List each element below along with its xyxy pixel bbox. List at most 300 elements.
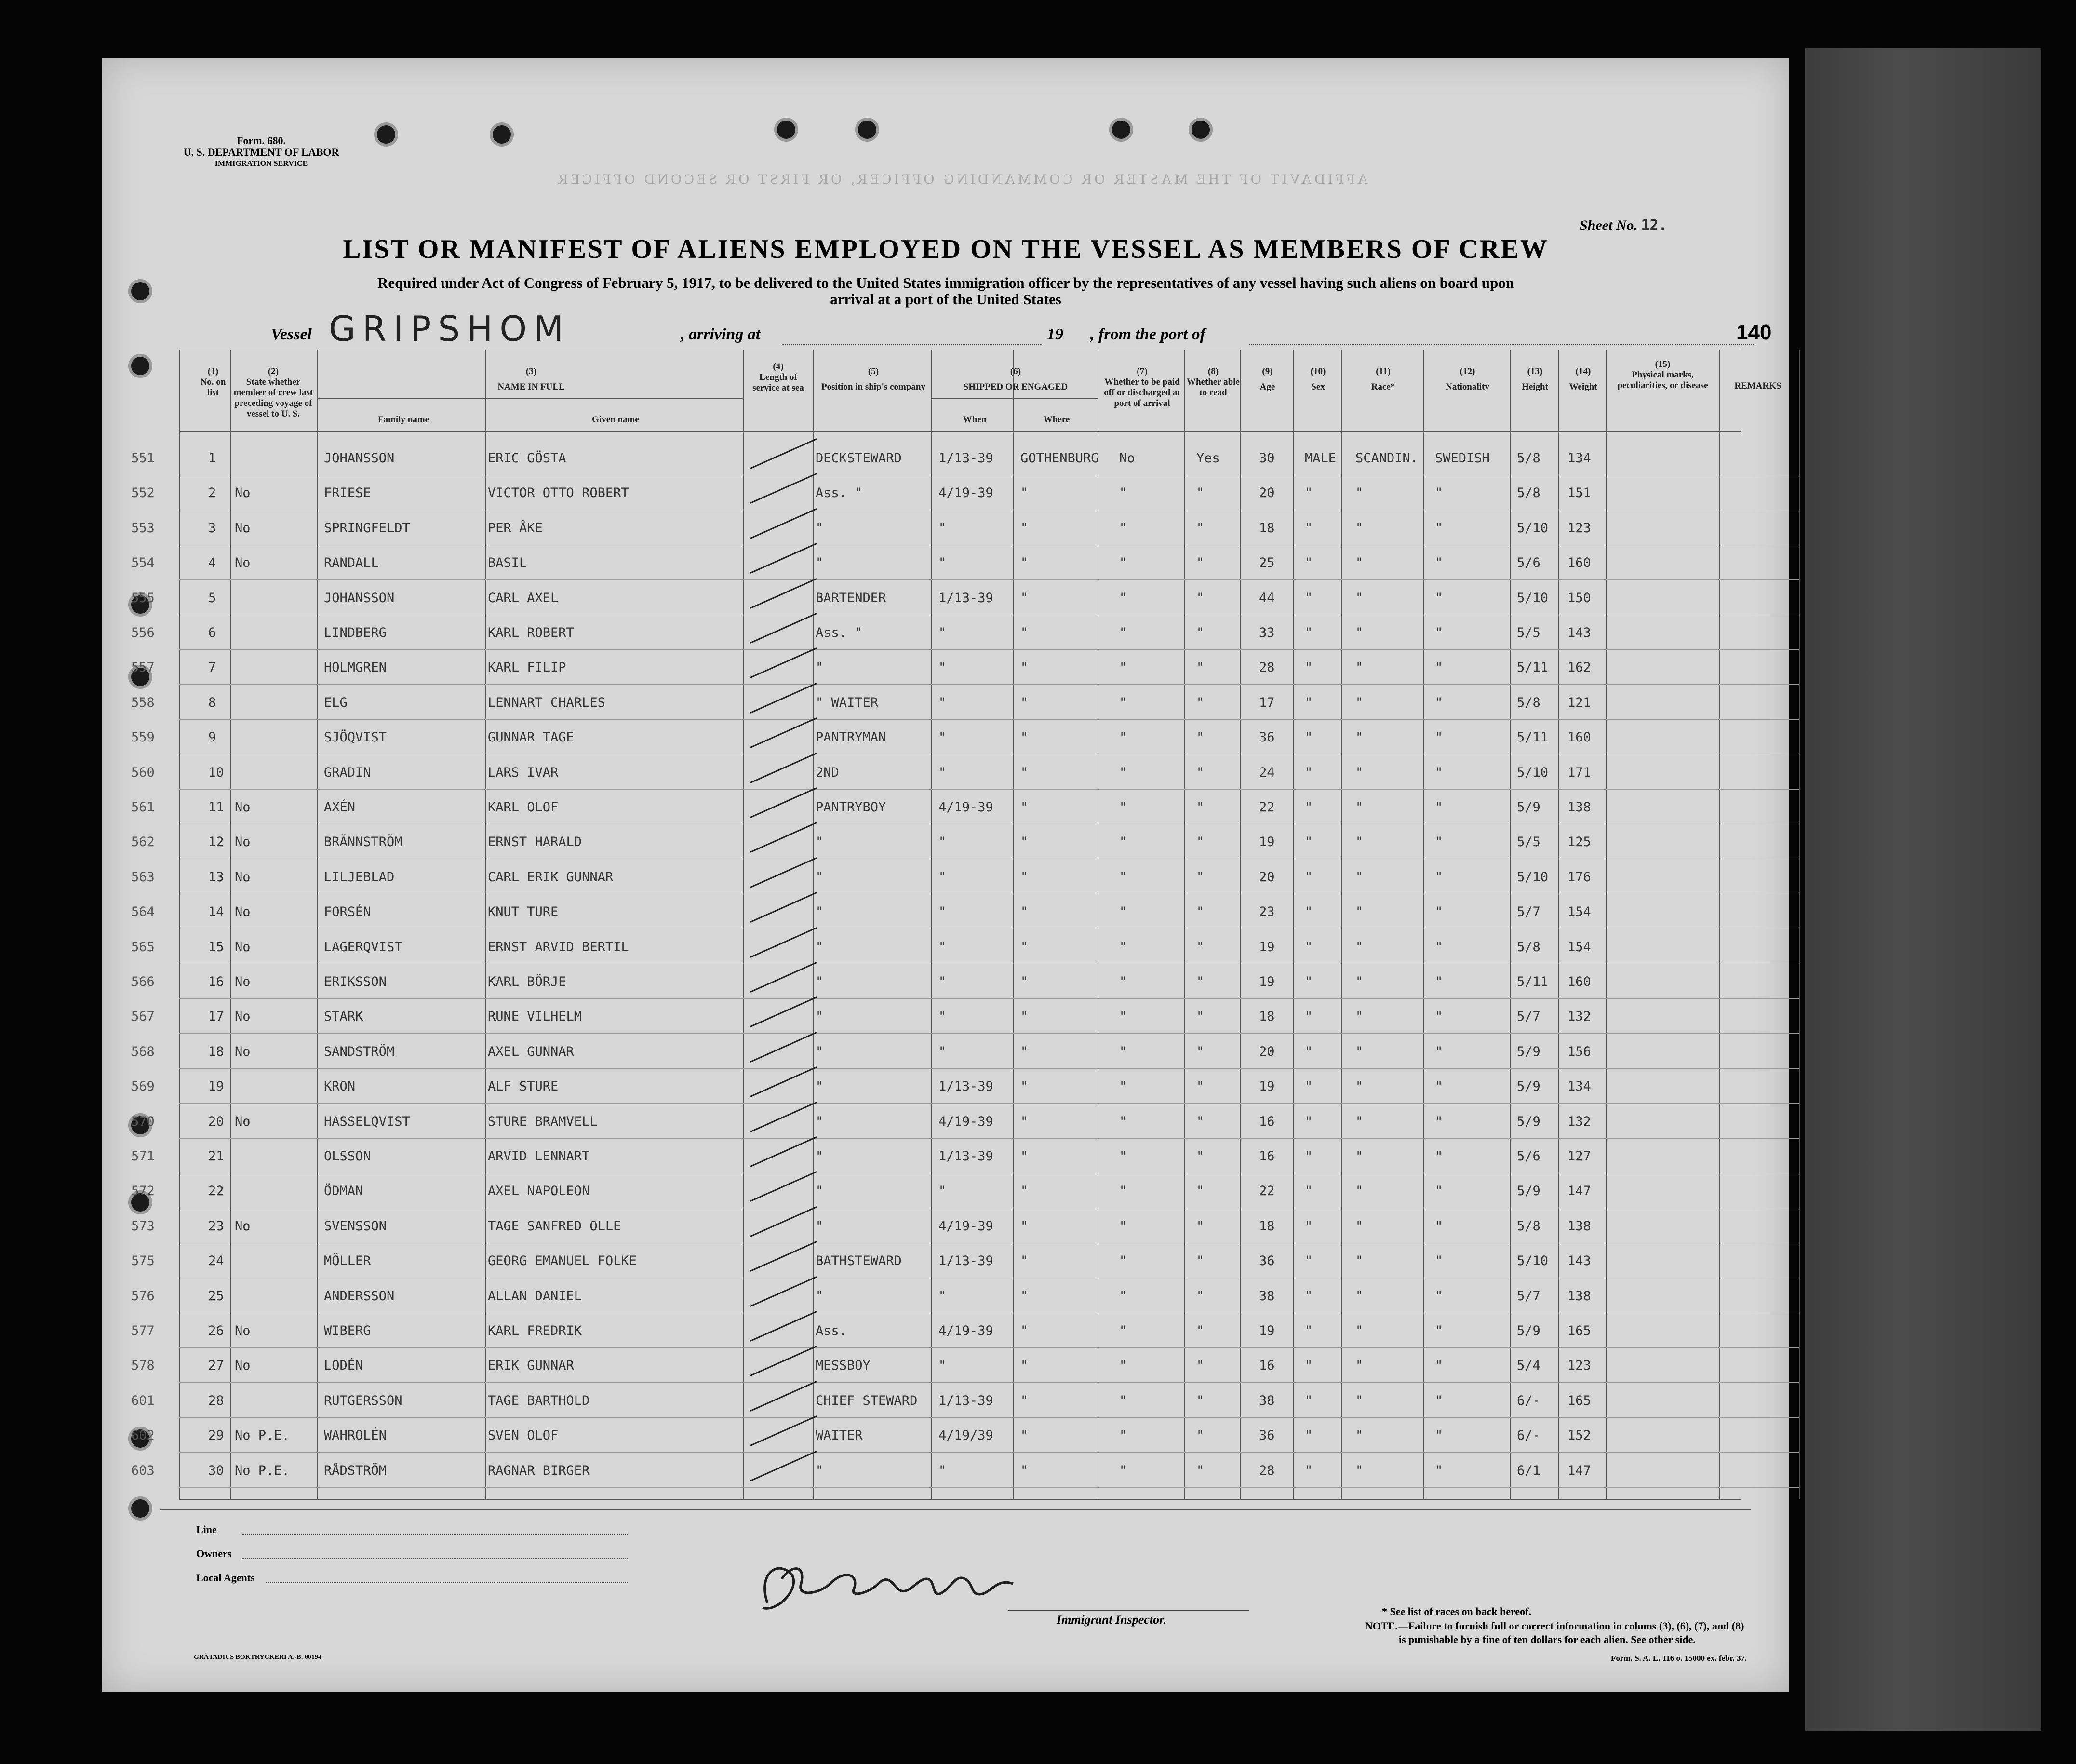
cell-given: VICTOR OTTO ROBERT [488, 485, 629, 501]
table-row [102, 1104, 1886, 1138]
cell-when: " [938, 625, 947, 640]
cell-weight: 127 [1567, 1149, 1591, 1164]
cell-where: " [1020, 1184, 1029, 1199]
col-9-number: (9) [1262, 366, 1273, 377]
cell-pos: Ass. [816, 1323, 847, 1338]
cell-race: " [1355, 555, 1364, 571]
cell-line: 555 [131, 590, 155, 606]
cell-sex: " [1305, 765, 1313, 780]
table-row [102, 1314, 1886, 1347]
cell-no: 25 [208, 1288, 224, 1304]
cell-race: " [1355, 1393, 1364, 1408]
cell-given: ERIC GÖSTA [488, 451, 566, 466]
cell-weight: 160 [1567, 974, 1591, 989]
table-row [102, 441, 1886, 475]
service-check-mark [750, 1136, 817, 1167]
cell-read: " [1196, 800, 1205, 815]
cell-nat: " [1435, 730, 1443, 745]
cell-pos: " [816, 869, 824, 885]
subtitle-line-1: Required under Act of Congress of February 5, 1917, to be delivered to the United States immigration officer by the representatives of any vessel having such aliens on board upon [377, 274, 1514, 291]
cell-read: " [1196, 1428, 1205, 1443]
col-13-label: Height [1522, 382, 1548, 392]
service-check-mark [750, 438, 817, 469]
cell-no: 6 [208, 625, 216, 640]
service-check-mark [750, 787, 817, 818]
cell-when: " [938, 869, 947, 885]
col-6-label: SHIPPED OR ENGAGED [963, 382, 1068, 392]
year-label: 19 [1047, 325, 1063, 343]
cell-read: " [1196, 974, 1205, 989]
cell-height: 5/11 [1517, 660, 1549, 675]
cell-given: KARL BÖRJE [488, 974, 566, 989]
cell-height: 5/10 [1517, 1253, 1549, 1269]
cell-where: " [1020, 1044, 1029, 1059]
cell-race: " [1355, 1114, 1364, 1129]
col-15-header [1608, 359, 1717, 391]
service-check-mark [750, 648, 817, 679]
cell-paid: " [1119, 485, 1127, 501]
cell-sex: " [1305, 1428, 1313, 1443]
cell-race: " [1355, 1044, 1364, 1059]
cell-line: 576 [131, 1288, 155, 1304]
cell-prev: No [235, 1044, 251, 1059]
cell-pos: BATHSTEWARD [816, 1253, 902, 1269]
cell-where: " [1020, 730, 1029, 745]
cell-line: 577 [131, 1323, 155, 1338]
cell-no: 30 [208, 1463, 224, 1478]
cell-given: PER ÅKE [488, 520, 543, 536]
cell-family: JOHANSSON [324, 590, 395, 606]
table-row [102, 895, 1886, 929]
cell-pos: DECKSTEWARD [816, 451, 902, 466]
col-14-header [1560, 366, 1606, 392]
header-bottom-border [179, 431, 1741, 432]
col-4-label: Length of service at sea [752, 372, 804, 393]
cell-read: " [1196, 485, 1205, 501]
cell-where: " [1020, 1149, 1029, 1164]
cell-height: 5/5 [1517, 835, 1540, 850]
cell-no: 19 [208, 1079, 224, 1094]
cell-race: " [1355, 1463, 1364, 1478]
cell-when: " [938, 939, 947, 955]
cell-line: 562 [131, 835, 155, 850]
cell-when: 1/13-39 [938, 1149, 993, 1164]
col-13-header [1512, 366, 1558, 392]
cell-nat: " [1435, 695, 1443, 710]
cell-family: RANDALL [324, 555, 379, 571]
cell-given: RAGNAR BIRGER [488, 1463, 590, 1478]
cell-race: " [1355, 1218, 1364, 1234]
cell-prev: No [235, 1323, 251, 1338]
cell-when: 1/13-39 [938, 1393, 993, 1408]
col-1-label: No. on list [200, 377, 226, 398]
cell-family: ANDERSSON [324, 1288, 395, 1304]
cell-where: " [1020, 1393, 1029, 1408]
cell-paid: " [1119, 660, 1127, 675]
cell-where: " [1020, 625, 1029, 640]
cell-no: 26 [208, 1323, 224, 1338]
table-bottom-border [179, 1499, 1741, 1500]
col-6-when-header: When [963, 415, 987, 425]
cell-weight: 125 [1567, 835, 1591, 850]
cell-age: 44 [1259, 590, 1275, 606]
punch-hole [1112, 121, 1130, 139]
cell-when: 4/19-39 [938, 1114, 993, 1129]
cell-height: 5/9 [1517, 1184, 1540, 1199]
footer-divider [160, 1509, 1751, 1510]
cell-prev: No [235, 1114, 251, 1129]
cell-sex: " [1305, 1323, 1313, 1338]
remarks-header: REMARKS [1734, 381, 1781, 391]
inspector-label: Immigrant Inspector. [1057, 1613, 1167, 1627]
cell-no: 16 [208, 974, 224, 989]
service-check-mark [750, 1451, 817, 1481]
cell-pos: " [816, 1044, 824, 1059]
cell-family: MÖLLER [324, 1253, 371, 1269]
cell-race: " [1355, 869, 1364, 885]
cell-paid: " [1119, 1044, 1127, 1059]
cell-pos: " WAITER [816, 695, 879, 710]
service-check-mark [750, 543, 817, 574]
cell-when: 1/13-39 [938, 1253, 993, 1269]
service-check-mark [750, 1206, 817, 1237]
cell-when: " [938, 904, 947, 920]
cell-paid: " [1119, 695, 1127, 710]
col-3-header [319, 366, 743, 392]
table-row [102, 999, 1886, 1033]
cell-height: 5/8 [1517, 695, 1540, 710]
cell-sex: " [1305, 974, 1313, 989]
header-sub-line [317, 398, 743, 399]
cell-height: 5/9 [1517, 1114, 1540, 1129]
cell-prev: No [235, 800, 251, 815]
sheet-value: 12. [1641, 217, 1667, 234]
col-10-header [1295, 366, 1341, 392]
header-sub-line [931, 398, 1098, 399]
cell-where: " [1020, 590, 1029, 606]
cell-when: " [938, 1044, 947, 1059]
cell-no: 17 [208, 1009, 224, 1024]
table-row [102, 1139, 1886, 1173]
cell-no: 22 [208, 1184, 224, 1199]
cell-paid: " [1119, 1184, 1127, 1199]
col-12-number: (12) [1460, 366, 1475, 377]
cell-line: 575 [131, 1253, 155, 1269]
col-2-number: (2) [268, 366, 279, 377]
cell-nat: " [1435, 1463, 1443, 1478]
cell-prev: No [235, 555, 251, 571]
fine-note-line-2: is punishable by a fine of ten dollars for each alien. See other side. [1399, 1633, 1696, 1645]
cell-nat: " [1435, 904, 1443, 920]
cell-age: 18 [1259, 1009, 1275, 1024]
cell-read: " [1196, 904, 1205, 920]
cell-paid: No [1119, 451, 1135, 466]
cell-read: " [1196, 1253, 1205, 1269]
cell-no: 15 [208, 939, 224, 955]
cell-given: RUNE VILHELM [488, 1009, 582, 1024]
cell-prev: No [235, 520, 251, 536]
sheet-number [1580, 217, 1667, 234]
cell-read: " [1196, 1323, 1205, 1338]
cell-pos: WAITER [816, 1428, 863, 1443]
cell-read: " [1196, 1044, 1205, 1059]
cell-no: 5 [208, 590, 216, 606]
cell-when: 1/13-39 [938, 590, 993, 606]
manifest-sheet [102, 58, 1789, 1692]
cell-nat: " [1435, 835, 1443, 850]
cell-race: " [1355, 660, 1364, 675]
cell-age: 36 [1259, 1253, 1275, 1269]
cell-no: 21 [208, 1149, 224, 1164]
cell-pos: " [816, 1114, 824, 1129]
cell-read: " [1196, 1463, 1205, 1478]
cell-race: " [1355, 904, 1364, 920]
cell-when: 4/19-39 [938, 1218, 993, 1234]
cell-read: " [1196, 1149, 1205, 1164]
col-5-number: (5) [868, 366, 879, 377]
cell-sex: " [1305, 1358, 1313, 1373]
service-check-mark [750, 683, 817, 714]
owners-label: Owners [196, 1548, 232, 1560]
printer-imprint: GRÄTADIUS BOKTRYCKERI A.-B. 60194 [194, 1654, 321, 1661]
cell-given: LARS IVAR [488, 765, 559, 780]
cell-weight: 143 [1567, 625, 1591, 640]
cell-line: 565 [131, 939, 155, 955]
cell-prev: No [235, 869, 251, 885]
cell-weight: 160 [1567, 730, 1591, 745]
cell-nat: " [1435, 765, 1443, 780]
cell-pos: " [816, 555, 824, 571]
cell-where: " [1020, 1079, 1029, 1094]
cell-no: 29 [208, 1428, 224, 1443]
cell-given: CARL AXEL [488, 590, 559, 606]
cell-when: " [938, 765, 947, 780]
cell-line: 578 [131, 1358, 155, 1373]
cell-prev: No [235, 939, 251, 955]
cell-height: 5/6 [1517, 1149, 1540, 1164]
cell-race: SCANDIN. [1355, 451, 1419, 466]
cell-race: " [1355, 1079, 1364, 1094]
cell-pos: PANTRYMAN [816, 730, 886, 745]
table-row [102, 720, 1886, 754]
cell-age: 16 [1259, 1149, 1275, 1164]
row-rule [179, 998, 1799, 999]
cell-line: 566 [131, 974, 155, 989]
page-title: LIST OR MANIFEST OF ALIENS EMPLOYED ON THE VESSEL AS MEMBERS OF CREW [343, 234, 1549, 264]
cell-sex: " [1305, 730, 1313, 745]
cell-given: SVEN OLOF [488, 1428, 559, 1443]
cell-family: LILJEBLAD [324, 869, 395, 885]
service-check-mark [750, 1311, 817, 1342]
cell-pos: MESSBOY [816, 1358, 871, 1373]
cell-when: " [938, 695, 947, 710]
cell-paid: " [1119, 1009, 1127, 1024]
cell-nat: " [1435, 1288, 1443, 1304]
cell-age: 36 [1259, 1428, 1275, 1443]
col-15-label: Physical marks, peculiarities, or disease [1617, 370, 1708, 391]
cell-age: 24 [1259, 765, 1275, 780]
cell-no: 28 [208, 1393, 224, 1408]
subtitle [102, 275, 1789, 308]
cell-weight: 165 [1567, 1393, 1591, 1408]
cell-read: " [1196, 869, 1205, 885]
cell-read: " [1196, 1184, 1205, 1199]
cell-read: " [1196, 730, 1205, 745]
cell-age: 38 [1259, 1393, 1275, 1408]
signature-graphic [748, 1545, 1037, 1622]
cell-given: CARL ERIK GUNNAR [488, 869, 614, 885]
cell-pos: " [816, 939, 824, 955]
cell-paid: " [1119, 835, 1127, 850]
cell-given: ERNST HARALD [488, 835, 582, 850]
cell-no: 12 [208, 835, 224, 850]
col-9-label: Age [1259, 382, 1275, 392]
service-check-mark [750, 892, 817, 923]
col-1-number: (1) [207, 366, 219, 377]
cell-race: " [1355, 590, 1364, 606]
cell-prev: No [235, 974, 251, 989]
arriving-field [782, 344, 1042, 345]
cell-read: Yes [1196, 451, 1220, 466]
cell-pos: " [816, 660, 824, 675]
cell-prev: No [235, 835, 251, 850]
cell-weight: 132 [1567, 1114, 1591, 1129]
cell-race: " [1355, 974, 1364, 989]
col-8-label: Whether able to read [1187, 377, 1240, 398]
cell-paid: " [1119, 1253, 1127, 1269]
cell-family: JOHANSSON [324, 451, 395, 466]
cell-pos: " [816, 1009, 824, 1024]
from-port-field [1249, 344, 1755, 345]
cell-race: " [1355, 1009, 1364, 1024]
cell-race: " [1355, 800, 1364, 815]
cell-pos: " [816, 1218, 824, 1234]
cell-sex: " [1305, 625, 1313, 640]
cell-race: " [1355, 1253, 1364, 1269]
cell-weight: 176 [1567, 869, 1591, 885]
row-rule [179, 1138, 1799, 1139]
cell-read: " [1196, 765, 1205, 780]
cell-age: 19 [1259, 1079, 1275, 1094]
service-check-mark [750, 1102, 817, 1132]
cell-age: 16 [1259, 1114, 1275, 1129]
col-7-label: Whether to be paid off or discharged at port of arrival [1104, 377, 1180, 408]
cell-sex: " [1305, 1393, 1313, 1408]
cell-nat: " [1435, 1184, 1443, 1199]
service-check-mark [750, 578, 817, 609]
row-rule [179, 1452, 1799, 1453]
cell-paid: " [1119, 625, 1127, 640]
row-rule [179, 649, 1799, 650]
table-row [102, 511, 1886, 545]
cell-height: 6/- [1517, 1393, 1540, 1408]
cell-line: 556 [131, 625, 155, 640]
cell-family: ERIKSSON [324, 974, 387, 989]
cell-read: " [1196, 939, 1205, 955]
cell-line: 573 [131, 1218, 155, 1234]
cell-nat: " [1435, 939, 1443, 955]
cell-given: ARVID LENNART [488, 1149, 590, 1164]
cell-pos: " [816, 1463, 824, 1478]
punch-hole [858, 121, 876, 139]
service-check-mark [750, 613, 817, 644]
cell-nat: " [1435, 590, 1443, 606]
cell-family: FORSÉN [324, 904, 371, 920]
cell-race: " [1355, 695, 1364, 710]
cell-nat: " [1435, 485, 1443, 501]
cell-line: 558 [131, 695, 155, 710]
cell-race: " [1355, 625, 1364, 640]
cell-nat: " [1435, 1393, 1443, 1408]
cell-race: " [1355, 765, 1364, 780]
cell-weight: 162 [1567, 660, 1591, 675]
cell-family: KRON [324, 1079, 356, 1094]
cell-read: " [1196, 555, 1205, 571]
cell-no: 3 [208, 520, 216, 536]
cell-given: KARL FILIP [488, 660, 566, 675]
cell-given: TAGE SANFRED OLLE [488, 1218, 621, 1234]
cell-given: KARL FREDRIK [488, 1323, 582, 1338]
col-4-header [746, 362, 811, 393]
cell-when: 1/13-39 [938, 1079, 993, 1094]
service-check-mark [750, 1172, 817, 1202]
cell-line: 553 [131, 520, 155, 536]
cell-height: 6/- [1517, 1428, 1540, 1443]
cell-nat: " [1435, 1253, 1443, 1269]
cell-height: 5/8 [1517, 939, 1540, 955]
cell-given: GEORG EMANUEL FOLKE [488, 1253, 637, 1269]
cell-weight: 152 [1567, 1428, 1591, 1443]
cell-no: 11 [208, 800, 224, 815]
cell-line: 554 [131, 555, 155, 571]
cell-line: 568 [131, 1044, 155, 1059]
cell-nat: " [1435, 520, 1443, 536]
col-11-label: Race* [1371, 382, 1395, 392]
col-10-label: Sex [1311, 382, 1325, 392]
cell-age: 38 [1259, 1288, 1275, 1304]
cell-sex: " [1305, 1044, 1313, 1059]
cell-sex: " [1305, 1253, 1313, 1269]
cell-weight: 138 [1567, 1218, 1591, 1234]
cell-line: 559 [131, 730, 155, 745]
cell-when: " [938, 1288, 947, 1304]
sheet-label: Sheet No. [1580, 217, 1637, 233]
cell-sex: " [1305, 660, 1313, 675]
table-row [102, 1069, 1886, 1103]
cell-where: GOTHENBURG [1020, 451, 1099, 466]
cell-sex: " [1305, 485, 1313, 501]
table-row [102, 1174, 1886, 1208]
service-check-mark [750, 753, 817, 783]
line-label: Line [196, 1523, 217, 1535]
from-port-label: , from the port of [1090, 325, 1205, 343]
punch-hole [1192, 121, 1210, 139]
cell-where: " [1020, 939, 1029, 955]
cell-sex: " [1305, 800, 1313, 815]
cell-pos: " [816, 904, 824, 920]
cell-sex: " [1305, 1114, 1313, 1129]
cell-weight: 147 [1567, 1463, 1591, 1478]
cell-when: " [938, 974, 947, 989]
cell-read: " [1196, 835, 1205, 850]
cell-race: " [1355, 1428, 1364, 1443]
cell-no: 8 [208, 695, 216, 710]
cell-paid: " [1119, 1428, 1127, 1443]
cell-pos: " [816, 974, 824, 989]
cell-pos: 2ND [816, 765, 839, 780]
vessel-name: GRIPSHOM [329, 309, 571, 349]
cell-given: BASIL [488, 555, 527, 571]
